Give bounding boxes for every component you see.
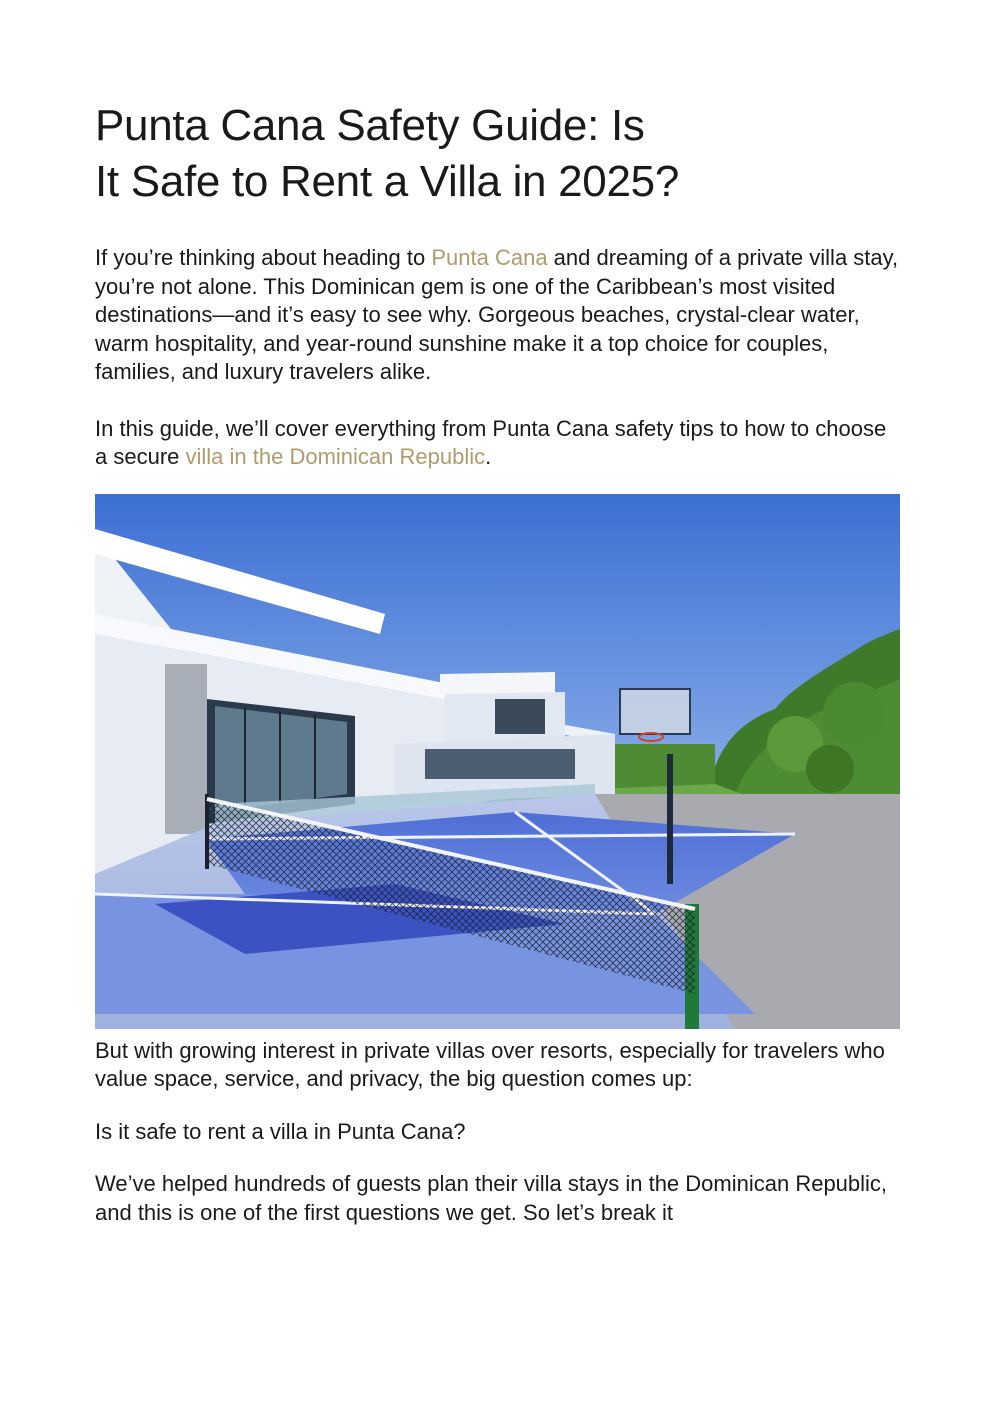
article xyxy=(95,98,900,1227)
page-title xyxy=(95,98,900,210)
page-title-line-2: It Safe to Rent a Villa in 2025? xyxy=(95,157,679,206)
intro-text-start: If you’re thinking about heading to xyxy=(95,245,432,270)
punta-cana-link[interactable]: Punta Cana xyxy=(431,245,548,270)
guide-paragraph xyxy=(95,415,900,472)
after-image-paragraph: But with growing interest in private villas over resorts, especially for travelers who value space, service, and privacy, the big question comes up: xyxy=(95,1037,885,1091)
villa-pickleball-court-image xyxy=(95,494,900,1029)
guide-text-end: . xyxy=(485,444,492,469)
question-paragraph: Is it safe to rent a villa in Punta Cana? xyxy=(95,1118,466,1144)
page-title-line-1: Punta Cana Safety Guide: Is xyxy=(95,101,645,150)
closing-paragraph: We’ve helped hundreds of guests plan their villa stays in the Dominican Republic, and this is one of the first questions we get. So let’s break it xyxy=(95,1171,888,1225)
intro-text-end: and dreaming of a private villa stay, you’re not alone. This Dominican gem is one of the Caribbean’s most visited destinations—and it’s easy to see why. Gorgeous beaches, crystal-clear water, warm hospitality, and year-round sunshine make it a top choice for couples, families, and luxury travelers alike. xyxy=(95,245,899,384)
guide-text-start: In this guide, we’ll cover everything from Punta Cana safety tips to how to choose a secure xyxy=(95,415,887,469)
villa-dominican-republic-link[interactable]: villa in the Dominican Republic xyxy=(185,444,486,469)
intro-paragraph xyxy=(95,244,900,387)
